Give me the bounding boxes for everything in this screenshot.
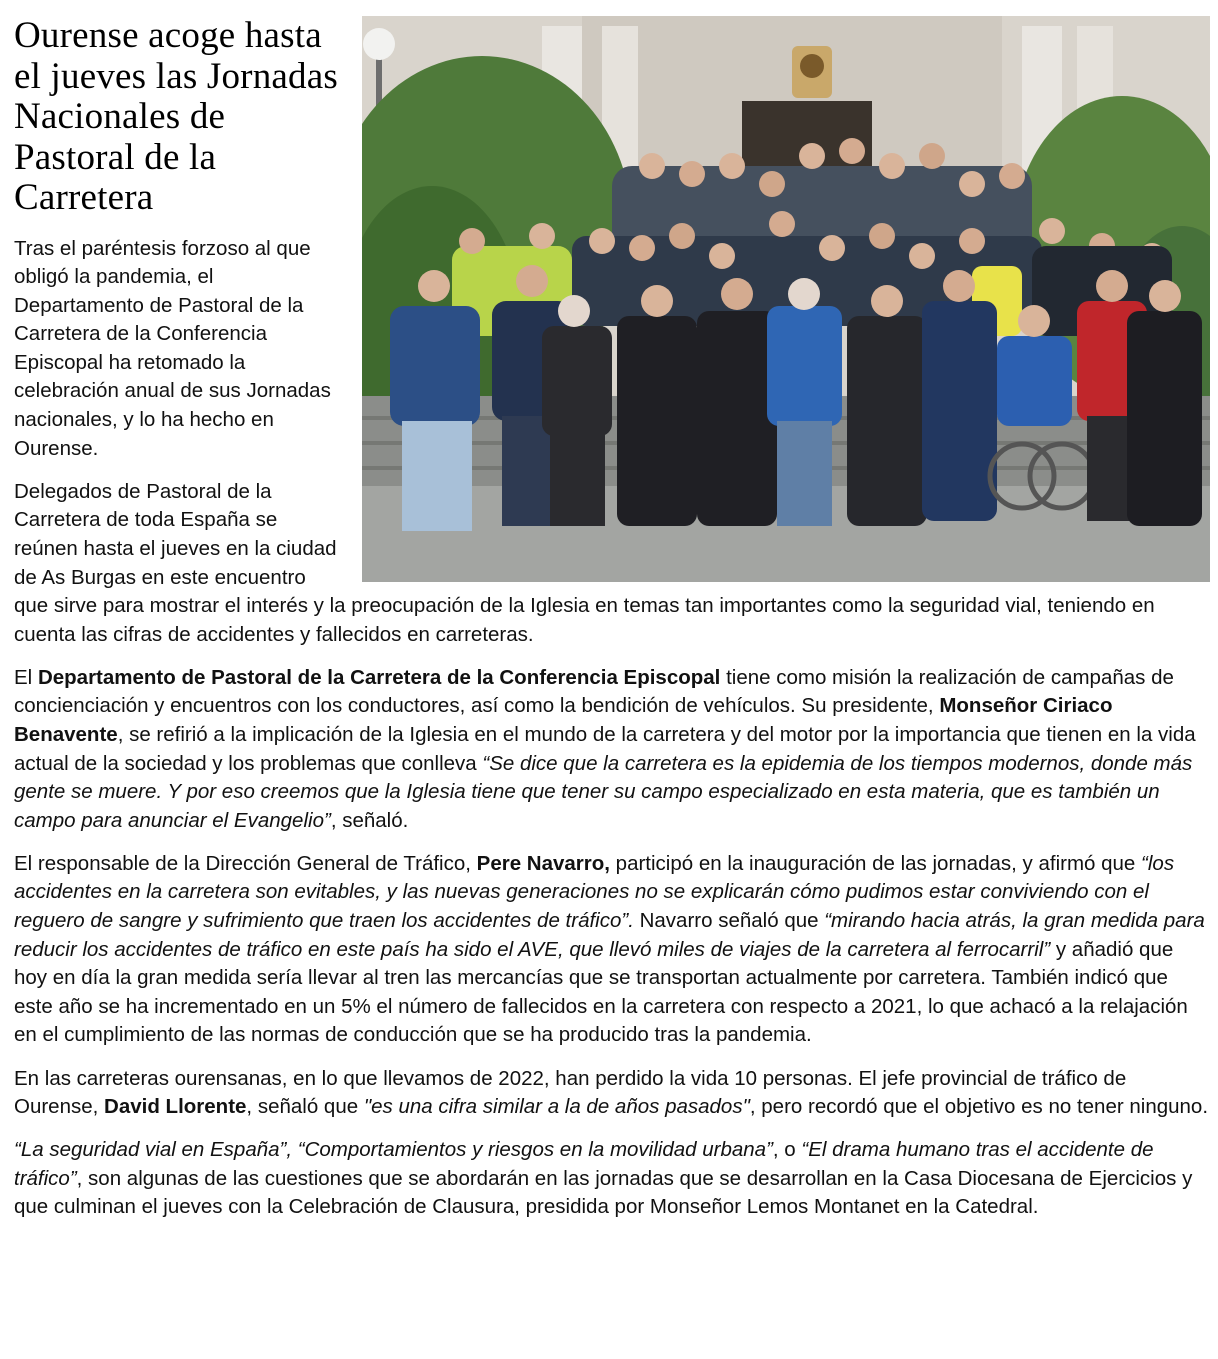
p3-text-3: , se refirió a la implicación de la Iglesia en el mundo de la carretera y del motor por la importancia que tienen en la vida actual de la sociedad y los problemas que conlleva: [14, 723, 1196, 775]
p3-quote: “Se dice que la carretera es la epidemia de los tiempos modernos, donde más gente se muere. Y por eso creemos que la Iglesia tiene que tener su campo especializado en esta materia, que es también un campo para anunciar el Evangelio”: [14, 751, 1193, 832]
paragraph-3: [14, 664, 1210, 836]
p3-text-4: , señaló.: [330, 808, 409, 832]
p4-quote-1: “los accidentes en la carretera son evitables, y las nuevas generaciones no se explicarán cómo pudimos estar conviviendo con el reguero de sangre y sufrimiento que traen los accidentes de tráfico”.: [14, 851, 1175, 933]
paragraph-2: Delegados de Pastoral de la Carretera de toda España se reúnen hasta el jueves en la ciudad de As Burgas en este encuentro que sirve para mostrar el interés y la preocupación de la Iglesia en temas tan importantes como la seguridad vial, teniendo en cuenta las cifras de accidentes y fallecidos en carreteras.: [14, 479, 1155, 646]
p3-bold-benavente: Monseñor Ciriaco Benavente: [14, 694, 1113, 746]
p5-quote: "es una cifra similar a la de años pasados": [363, 1095, 750, 1119]
paragraph-6: [14, 1136, 1210, 1222]
paragraph-1: Tras el paréntesis forzoso al que obligó la pandemia, el Departamento de Pastoral de la Carretera de la Conferencia Episcopal ha retomado la celebración anual de sus Jornadas nacionales, y lo ha hecho en Ourense.: [14, 236, 331, 460]
p4-text-1: El responsable de la Dirección General de Tráfico,: [14, 851, 477, 875]
paragraph-5: [14, 1065, 1210, 1122]
article-title: Ourense acoge hasta el jueves las Jornadas Nacionales de Pastoral de la Carretera: [14, 15, 338, 218]
p6-quote-1: “La seguridad vial en España”, “Comportamientos y riesgos en la movilidad urbana”: [14, 1138, 773, 1162]
p6-text-1: , o: [772, 1138, 802, 1162]
group-photo-icon: [362, 16, 1210, 582]
emblem-center: [800, 54, 824, 78]
p4-bold-navarro: Pere Navarro,: [476, 851, 610, 875]
group-photo-illustration: [362, 16, 1210, 582]
p5-text-3: , pero recordó que el objetivo es no tener ninguno.: [749, 1095, 1209, 1119]
p5-text-1: En las carreteras ourensanas, en lo que llevamos de 2022, han perdido la vida 10 personas. El jefe provincial de tráfico de Ourense,: [14, 1066, 1127, 1119]
p3-text-1: El: [14, 665, 38, 689]
paragraph-4: [14, 850, 1210, 1050]
p4-quote-2: “mirando hacia atrás, la gran medida para reducir los accidentes de tráfico en este país ha sido el AVE, que llevó miles de viajes de la carretera al ferrocarril”: [14, 909, 1205, 961]
lamp-globe: [363, 28, 395, 60]
p4-text-4: y añadió que hoy en día la gran medida sería llevar al tren las mercancías que se transportan actualmente por carretera. También indicó que este año se ha incrementado en un 5% el número de fallecidos en la carretera con respecto a 2021, lo que achacó a la relajación en el cumplimiento de las normas de conducción que se ha producido tras la pandemia.: [14, 937, 1188, 1047]
news-article: [14, 14, 1210, 1237]
p4-text-3: Navarro señaló que: [633, 909, 825, 933]
p6-quote-2: “El drama humano tras el accidente de tráfico”: [14, 1138, 1154, 1190]
p5-text-2: , señaló que: [246, 1095, 364, 1119]
p3-text-2: tiene como misión la realización de campañas de concienciación y encuentros con los conductores, así como la bendición de vehículos. Su presidente,: [14, 665, 1174, 718]
p3-bold-department: Departamento de Pastoral de la Carretera de la Conferencia Episcopal: [37, 665, 721, 689]
p4-text-2: participó en la inauguración de las jornadas, y afirmó que: [609, 851, 1142, 875]
p5-bold-llorente: David Llorente: [104, 1095, 247, 1119]
p6-text-2: , son algunas de las cuestiones que se abordarán en las jornadas que se desarrollan en la Casa Diocesana de Ejercicios y que culminan el jueves con la Celebración de Clausura, presidida por Monseñor Lemos Montanet en la Catedral.: [14, 1166, 1193, 1219]
